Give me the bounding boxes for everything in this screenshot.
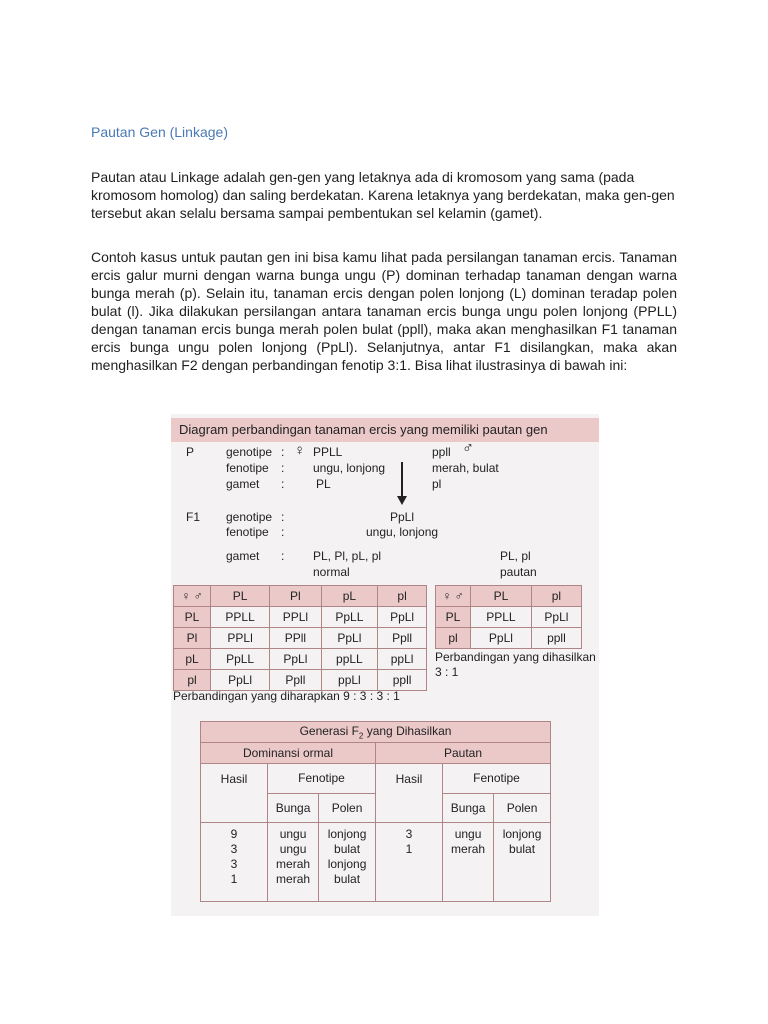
table-row: [174, 649, 427, 670]
pautan-bunga-values: ungu merah: [442, 823, 493, 902]
row-header: pL: [174, 649, 211, 670]
column-header: pl: [531, 586, 581, 607]
hasil-header: Hasil: [375, 764, 442, 823]
gamet-normal: PL, Pl, pL, pl: [313, 549, 382, 563]
fenotipe-header: Fenotipe: [442, 764, 550, 794]
normal-polen-values: lonjong bulat lonjong bulat: [319, 823, 376, 902]
row-header: pl: [174, 670, 211, 691]
pautan-header: Pautan: [375, 743, 550, 764]
figure-heading: Diagram perbandingan tanaman ercis yang memiliki pautan gen: [171, 418, 599, 442]
male-genotype: ppll: [432, 445, 451, 459]
corner-sex-symbols: ♀ ♂: [436, 586, 471, 607]
f1-phenotype: ungu, lonjong: [366, 525, 439, 539]
genotipe-label: genotipe: [226, 510, 273, 524]
female-phenotype: ungu, lonjong: [313, 461, 386, 475]
gamet-normal-note: normal: [313, 565, 350, 579]
column-header: Pl: [270, 586, 321, 607]
bunga-header: Bunga: [442, 793, 493, 823]
female-symbol-icon: ♀: [294, 442, 306, 459]
page-title: Pautan Gen (Linkage): [91, 124, 228, 140]
table-cell: ppll: [378, 670, 427, 691]
table-row: [174, 628, 427, 649]
colon: :: [281, 461, 285, 475]
cross-arrow: [401, 462, 403, 498]
fenotipe-label: fenotipe: [226, 461, 269, 475]
male-gamete: pl: [432, 477, 442, 491]
row-header: pl: [436, 628, 471, 649]
row-header: PL: [436, 607, 471, 628]
fenotipe-label: fenotipe: [226, 525, 269, 539]
table-cell: PpLL: [211, 649, 270, 670]
gamet-label: gamet: [226, 477, 260, 491]
paragraph-example: Contoh kasus untuk pautan gen ini bisa kamu lihat pada persilangan tanaman ercis. Tanaman ercis galur murni dengan warna bunga ungu (P) dominan terhadap tanaman dengan warna bunga merah (p). Selain itu, tanaman ercis dengan polen lonjong (L) dominan teradap polen bulat (l). Jika dilakukan persilangan antara tanaman ercis bunga ungu polen lonjong (PPLL) dengan tanaman ercis bunga merah polen bulat (ppll), maka akan menghasilkan F1 tanaman ercis bunga ungu polen lonjong (PpLl). Selanjutnya, antar F1 disilangkan, maka akan menghasilkan F2 dengan perbandingan fenotip 3:1. Bisa lihat ilustrasinya di bawah ini:: [91, 249, 677, 373]
row-header: PL: [174, 607, 211, 628]
table-row: [436, 607, 582, 628]
table-cell: ppLl: [321, 670, 378, 691]
table-cell: PpLl: [471, 628, 532, 649]
genotipe-label: genotipe: [226, 445, 273, 459]
table-row: [436, 628, 582, 649]
pautan-ratio-value: 3 : 1: [435, 665, 459, 679]
pautan-hasil-values: 3 1: [375, 823, 442, 902]
normal-ratio-text: Perbandingan yang diharapkan 9 : 3 : 3 : 1: [173, 689, 400, 703]
polen-header: Polen: [319, 793, 376, 823]
table-cell: ppLL: [321, 649, 378, 670]
table-cell: PPLl: [211, 628, 270, 649]
colon: :: [281, 477, 285, 491]
column-header: PL: [211, 586, 270, 607]
normal-bunga-values: ungu ungu merah merah: [268, 823, 319, 902]
gamet-pautan-note: pautan: [500, 565, 537, 579]
gamet-pautan: PL, pl: [500, 549, 531, 563]
female-genotype: PPLL: [313, 445, 343, 459]
polen-header: Polen: [494, 793, 551, 823]
corner-sex-symbols: ♀ ♂: [174, 586, 211, 607]
column-header: pl: [378, 586, 427, 607]
table-cell: PPll: [270, 628, 321, 649]
colon: :: [281, 525, 285, 539]
female-gamete: PL: [316, 477, 331, 491]
table-cell: PpLl: [321, 628, 378, 649]
row-header: Pl: [174, 628, 211, 649]
gamet-label: gamet: [226, 549, 260, 563]
table-cell: PPLL: [471, 607, 532, 628]
column-header: PL: [471, 586, 532, 607]
table-cell: PpLl: [531, 607, 581, 628]
table-cell: Ppll: [378, 628, 427, 649]
male-symbol-icon: ♂: [462, 440, 474, 457]
bunga-header: Bunga: [268, 793, 319, 823]
paragraph-definition: Pautan atau Linkage adalah gen-gen yang letaknya ada di kromosom yang sama (pada kromosom homolog) dan saling berdekatan. Karena letaknya yang berdekatan, maka gen-gen tersebut akan selalu bersama sampai pembentukan sel kelamin (gamet).: [91, 169, 675, 221]
column-header: pL: [321, 586, 378, 607]
colon: :: [281, 510, 285, 524]
table-row: [174, 607, 427, 628]
pautan-punnett-table: [435, 585, 582, 649]
table-cell: PpLL: [321, 607, 378, 628]
fenotipe-header: Fenotipe: [268, 764, 376, 794]
table-cell: PpLl: [270, 649, 321, 670]
table-row: [174, 670, 427, 691]
arrow-down-icon: [397, 496, 407, 505]
pautan-ratio-label: Perbandingan yang dihasilkan: [435, 650, 596, 664]
table-cell: Ppll: [270, 670, 321, 691]
normal-hasil-values: 9 3 3 1: [201, 823, 268, 902]
f1-label: F1: [186, 510, 201, 524]
colon: :: [281, 445, 285, 459]
table-cell: PpLl: [211, 670, 270, 691]
hasil-header: Hasil: [201, 764, 268, 823]
table-cell: PPLl: [270, 607, 321, 628]
normal-punnett-table: [173, 585, 427, 691]
f2-table-title: Generasi $F_2$ yang Dihasilkan: [201, 722, 551, 743]
f2-generation-table: [200, 721, 551, 902]
f1-genotype: PpLl: [390, 510, 415, 524]
table-cell: ppll: [531, 628, 581, 649]
table-cell: ppLl: [378, 649, 427, 670]
male-phenotype: merah, bulat: [432, 461, 499, 475]
table-cell: PPLL: [211, 607, 270, 628]
p-generation-label: P: [186, 445, 195, 459]
pautan-polen-values: lonjong bulat: [494, 823, 551, 902]
colon: :: [281, 549, 285, 563]
table-cell: PpLl: [378, 607, 427, 628]
dominansi-normal-header: Dominansi ormal: [201, 743, 376, 764]
